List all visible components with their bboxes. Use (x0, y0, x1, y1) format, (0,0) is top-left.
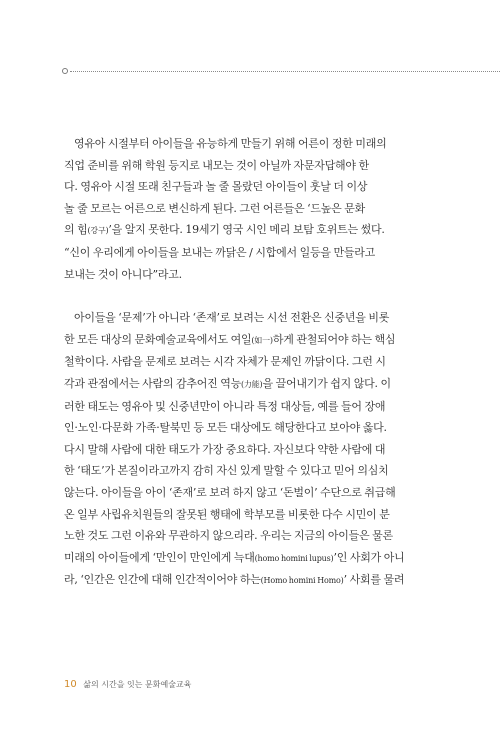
text-line: 미래의 아이들에게 ‘만인이 만인에게 늑대(homo homini lupus)’인 사회가 아니 (64, 550, 405, 564)
paragraph-1 (64, 133, 430, 285)
inline-gloss: (강구) (87, 226, 109, 236)
text-line: 한 ‘태도’가 본질이라고까지 감히 자신 있게 말할 수 있다고 믿어 의심치 (64, 464, 389, 478)
text-line: 노한 것도 그런 이유와 무관하지 않으리라. 우리는 지금의 아이들은 물론 (64, 529, 393, 543)
text-line: 놀 줄 모르는 어른으로 변신하게 된다. 그런 어른들은 ‘드높은 문화 (64, 201, 365, 215)
text-line: 러한 태도는 영유아 및 신중년만이 아니라 특정 대상들, 예를 들어 장애 (64, 399, 386, 413)
inline-gloss: (homo homini lupus) (254, 553, 334, 563)
paragraph-2 (64, 307, 430, 592)
inline-gloss: (Homo homini Homo) (260, 576, 344, 586)
body-text (64, 133, 430, 592)
ring-icon (62, 68, 68, 74)
text-line: 의 힘(강구)’을 알지 못한다. 19세기 영국 시인 메리 보탐 호위트는 썼다. (64, 223, 385, 237)
header-rule (62, 68, 500, 78)
text-line: “신이 우리에게 아이들을 보내는 까닭은 / 시합에서 일등을 만들라고 (64, 245, 375, 259)
text-line: 않는다. 아이들을 아이 ‘존재’로 보려 하지 않고 ‘돈벌이’ 수단으로 취급해 (64, 485, 396, 499)
dotted-divider (70, 71, 500, 72)
text-line: 한 모든 대상의 문화예술교육에서도 여일(如一)하게 관철되어야 하는 핵심 (64, 332, 396, 346)
text-line: 아이들을 ‘문제’가 아니라 ‘존재’로 보려는 시선 전환은 신중년을 비롯 (74, 311, 390, 325)
inline-gloss: (如一) (251, 335, 273, 345)
text-line: 다시 말해 사람에 대한 태도가 가장 중요하다. 자신보다 약한 사람에 대 (64, 442, 386, 456)
text-line: 직업 준비를 위해 학원 등지로 내모는 것이 아닐까 자문자답해야 한 (64, 158, 369, 172)
inline-gloss: (力能) (241, 379, 263, 389)
page-number: 10 (64, 679, 77, 690)
text-line: 영유아 시절부터 아이들을 유능하게 만들기 위해 어른이 정한 미래의 (74, 137, 387, 150)
text-line: 인·노인·다문화 가족·탈북민 등 모든 대상에도 해당한다고 보아야 옳다. (64, 421, 387, 435)
text-line: 온 일부 사립유치원들의 잘못된 행태에 학부모를 비롯한 다수 시민이 분 (64, 507, 390, 521)
text-line: 다. 영유아 시절 또래 친구들과 놀 줄 몰랐던 아이들이 훗날 더 이상 (64, 180, 368, 194)
text-line: 각과 관점에서는 사람의 감추어진 역능(力能)을 끌어내기가 쉽지 않다. 이 (64, 376, 391, 390)
page-footer (64, 679, 191, 690)
text-line: 보내는 것이 아니다”라고. (64, 267, 182, 281)
text-line: 철학이다. 사람을 문제로 보려는 시각 자체가 문제인 까닭이다. 그런 시 (64, 355, 386, 369)
running-title: 삶의 시간을 잇는 문화예술교육 (83, 680, 192, 689)
text-line: 라, ‘인간은 인간에 대해 인간적이어야 하는(Homo homini Homo)’ 사회를 물려 (64, 573, 405, 587)
